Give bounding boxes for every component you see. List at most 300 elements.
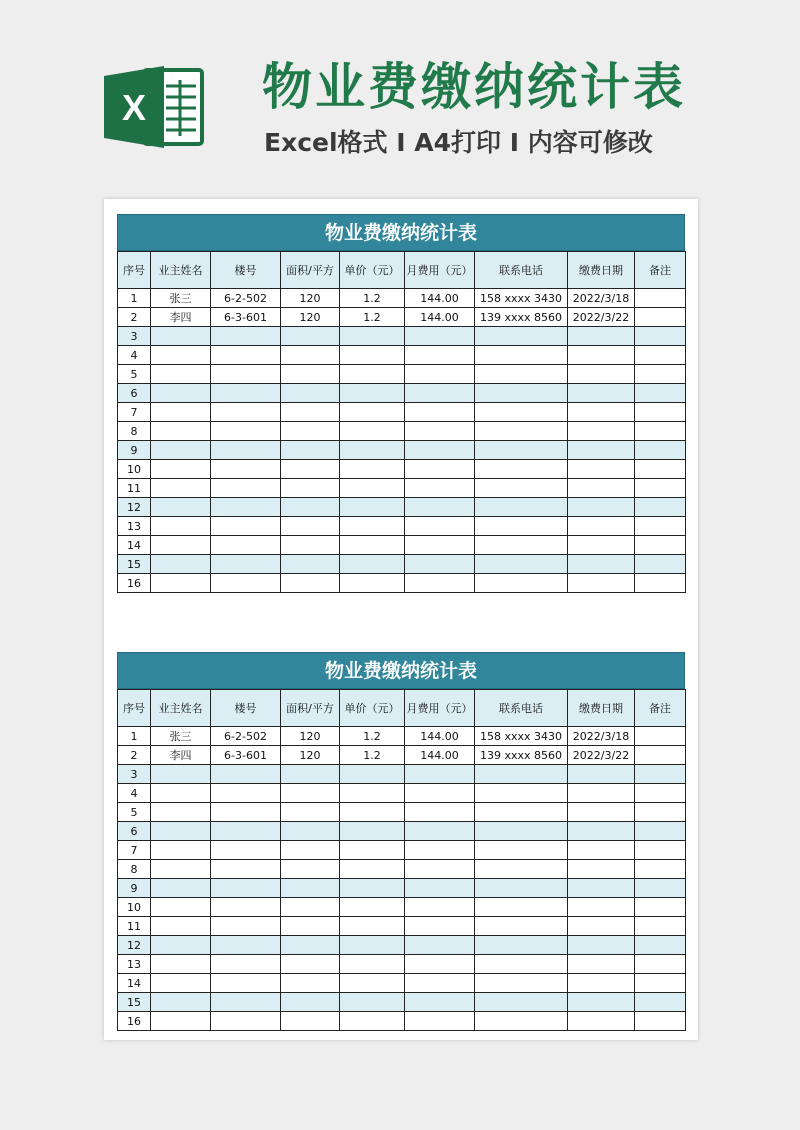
table-cell[interactable]: 1 <box>118 289 151 308</box>
table-cell[interactable] <box>405 517 475 536</box>
table-cell[interactable] <box>340 555 405 574</box>
table-cell[interactable] <box>151 517 211 536</box>
table-cell[interactable] <box>340 441 405 460</box>
table-cell[interactable] <box>405 974 475 993</box>
table-cell[interactable] <box>340 403 405 422</box>
table-cell[interactable] <box>151 898 211 917</box>
table-cell[interactable] <box>340 1012 405 1031</box>
table-cell[interactable] <box>475 784 568 803</box>
table-cell[interactable]: 4 <box>118 346 151 365</box>
table-cell[interactable] <box>151 403 211 422</box>
table-cell[interactable] <box>151 974 211 993</box>
table-cell[interactable]: 12 <box>118 498 151 517</box>
column-header: 单价（元） <box>340 252 405 289</box>
table-cell[interactable] <box>405 365 475 384</box>
table-cell[interactable] <box>635 860 686 879</box>
table-row <box>118 879 686 898</box>
table-cell[interactable] <box>211 1012 281 1031</box>
table-cell[interactable] <box>211 365 281 384</box>
table-cell[interactable] <box>568 574 635 593</box>
table-cell[interactable] <box>475 898 568 917</box>
table-cell[interactable] <box>635 765 686 784</box>
table-cell[interactable] <box>281 403 340 422</box>
table-cell[interactable] <box>211 479 281 498</box>
table-cell[interactable] <box>340 384 405 403</box>
table-cell[interactable] <box>405 860 475 879</box>
table-cell[interactable] <box>281 879 340 898</box>
table-cell[interactable] <box>568 955 635 974</box>
table-cell[interactable]: 158 xxxx 3430 <box>475 289 568 308</box>
table-cell[interactable] <box>211 974 281 993</box>
table-cell[interactable] <box>151 917 211 936</box>
table-cell[interactable] <box>635 536 686 555</box>
table-cell[interactable]: 144.00 <box>405 727 475 746</box>
table-cell[interactable] <box>151 993 211 1012</box>
table-cell[interactable] <box>211 955 281 974</box>
table-cell[interactable] <box>568 555 635 574</box>
table-cell[interactable]: 10 <box>118 460 151 479</box>
table-cell[interactable] <box>568 365 635 384</box>
table-cell[interactable]: 12 <box>118 936 151 955</box>
table-cell[interactable] <box>281 765 340 784</box>
table-cell[interactable]: 144.00 <box>405 746 475 765</box>
table-cell[interactable] <box>635 746 686 765</box>
table-cell[interactable] <box>211 403 281 422</box>
table-cell[interactable] <box>568 422 635 441</box>
table-cell[interactable] <box>340 346 405 365</box>
table-cell[interactable] <box>405 327 475 346</box>
table-cell[interactable] <box>340 803 405 822</box>
table-cell[interactable]: 1.2 <box>340 727 405 746</box>
table-cell[interactable]: 李四 <box>151 746 211 765</box>
table-cell[interactable] <box>151 479 211 498</box>
table-cell[interactable] <box>340 365 405 384</box>
table-cell[interactable] <box>635 327 686 346</box>
table-cell[interactable] <box>635 460 686 479</box>
table-cell[interactable] <box>568 898 635 917</box>
table-cell[interactable] <box>281 1012 340 1031</box>
table-cell[interactable] <box>151 955 211 974</box>
table-cell[interactable]: 16 <box>118 1012 151 1031</box>
table-cell[interactable] <box>568 460 635 479</box>
table-cell[interactable] <box>568 498 635 517</box>
table-cell[interactable] <box>405 803 475 822</box>
table-cell[interactable] <box>340 955 405 974</box>
table-cell[interactable] <box>340 841 405 860</box>
table-cell[interactable] <box>281 841 340 860</box>
table-cell[interactable] <box>211 879 281 898</box>
table-cell[interactable] <box>475 955 568 974</box>
table-cell[interactable] <box>405 917 475 936</box>
table-cell[interactable] <box>635 898 686 917</box>
table-cell[interactable] <box>340 879 405 898</box>
table-cell[interactable] <box>405 879 475 898</box>
table-cell[interactable] <box>475 403 568 422</box>
table-cell[interactable] <box>475 327 568 346</box>
table-cell[interactable] <box>635 936 686 955</box>
table-cell[interactable] <box>405 822 475 841</box>
table-cell[interactable] <box>405 346 475 365</box>
table-cell[interactable]: 120 <box>281 746 340 765</box>
table-cell[interactable]: 120 <box>281 289 340 308</box>
table-row <box>118 917 686 936</box>
table-cell[interactable] <box>405 555 475 574</box>
table-cell[interactable] <box>475 936 568 955</box>
table-cell[interactable] <box>405 441 475 460</box>
table-cell[interactable] <box>475 993 568 1012</box>
table-cell[interactable] <box>211 936 281 955</box>
table-cell[interactable]: 3 <box>118 765 151 784</box>
table-cell[interactable] <box>340 327 405 346</box>
table-cell[interactable] <box>405 460 475 479</box>
table-row <box>118 860 686 879</box>
table-cell[interactable] <box>151 441 211 460</box>
table-cell[interactable]: 9 <box>118 879 151 898</box>
table-cell[interactable]: 6 <box>118 384 151 403</box>
table-cell[interactable] <box>568 841 635 860</box>
table-cell[interactable] <box>211 460 281 479</box>
table-cell[interactable] <box>211 765 281 784</box>
table-cell[interactable] <box>340 822 405 841</box>
table-cell[interactable] <box>211 327 281 346</box>
table-cell[interactable] <box>475 479 568 498</box>
table-cell[interactable] <box>211 860 281 879</box>
table-cell[interactable] <box>151 841 211 860</box>
table-cell[interactable]: 15 <box>118 555 151 574</box>
column-header: 业主姓名 <box>151 252 211 289</box>
table-cell[interactable] <box>475 917 568 936</box>
table-cell[interactable]: 16 <box>118 574 151 593</box>
table-cell[interactable] <box>340 898 405 917</box>
table-cell[interactable] <box>475 574 568 593</box>
table-cell[interactable] <box>405 384 475 403</box>
table-cell[interactable] <box>211 346 281 365</box>
table-cell[interactable] <box>635 917 686 936</box>
table-row <box>118 727 686 746</box>
table-cell[interactable]: 13 <box>118 517 151 536</box>
table-cell[interactable]: 11 <box>118 479 151 498</box>
table-cell[interactable] <box>281 574 340 593</box>
table-cell[interactable] <box>281 974 340 993</box>
table-cell[interactable]: 1.2 <box>340 289 405 308</box>
table-cell[interactable] <box>151 822 211 841</box>
table-cell[interactable] <box>340 936 405 955</box>
table-cell[interactable] <box>475 974 568 993</box>
table-cell[interactable] <box>211 536 281 555</box>
table-cell[interactable] <box>151 860 211 879</box>
table-cell[interactable] <box>281 822 340 841</box>
table-cell[interactable]: 8 <box>118 860 151 879</box>
table-cell[interactable] <box>475 365 568 384</box>
table-cell[interactable]: 6-3-601 <box>211 746 281 765</box>
table-cell[interactable] <box>211 498 281 517</box>
table-cell[interactable] <box>568 346 635 365</box>
table-row <box>118 746 686 765</box>
table-cell[interactable] <box>340 460 405 479</box>
table-cell[interactable]: 1.2 <box>340 746 405 765</box>
table-cell[interactable] <box>475 841 568 860</box>
table-cell[interactable] <box>405 936 475 955</box>
table-cell[interactable]: 144.00 <box>405 308 475 327</box>
table-cell[interactable] <box>211 898 281 917</box>
table-cell[interactable] <box>211 517 281 536</box>
table-cell[interactable] <box>568 860 635 879</box>
table-cell[interactable] <box>635 422 686 441</box>
table-cell[interactable] <box>151 498 211 517</box>
table-cell[interactable] <box>281 955 340 974</box>
table-cell[interactable] <box>281 993 340 1012</box>
table-cell[interactable] <box>475 879 568 898</box>
table-cell[interactable] <box>475 1012 568 1031</box>
table-cell[interactable]: 9 <box>118 441 151 460</box>
table-cell[interactable] <box>405 898 475 917</box>
table-cell[interactable] <box>568 327 635 346</box>
table-row <box>118 822 686 841</box>
table-cell[interactable] <box>281 327 340 346</box>
table-cell[interactable]: 14 <box>118 974 151 993</box>
table-cell[interactable]: 2 <box>118 746 151 765</box>
table-cell[interactable] <box>635 498 686 517</box>
table-cell[interactable] <box>568 517 635 536</box>
table-cell[interactable]: 2 <box>118 308 151 327</box>
table-cell[interactable] <box>635 574 686 593</box>
table-cell[interactable]: 13 <box>118 955 151 974</box>
table-cell[interactable] <box>281 917 340 936</box>
table-cell[interactable] <box>281 384 340 403</box>
table-cell[interactable] <box>635 727 686 746</box>
table-cell[interactable] <box>568 765 635 784</box>
table-cell[interactable] <box>340 917 405 936</box>
table-cell[interactable] <box>340 993 405 1012</box>
table-cell[interactable] <box>151 422 211 441</box>
table-cell[interactable] <box>281 479 340 498</box>
table-cell[interactable] <box>211 384 281 403</box>
table-cell[interactable]: 张三 <box>151 727 211 746</box>
table-cell[interactable] <box>151 784 211 803</box>
column-header: 面积/平方 <box>281 252 340 289</box>
table-cell[interactable]: 6-2-502 <box>211 289 281 308</box>
table-cell[interactable] <box>568 441 635 460</box>
table-cell[interactable] <box>151 1012 211 1031</box>
table-cell[interactable]: 120 <box>281 727 340 746</box>
table-cell[interactable] <box>281 365 340 384</box>
table-cell[interactable] <box>281 498 340 517</box>
table-cell[interactable]: 2022/3/18 <box>568 289 635 308</box>
table-cell[interactable] <box>405 993 475 1012</box>
table-cell[interactable] <box>635 346 686 365</box>
table-cell[interactable]: 139 xxxx 8560 <box>475 746 568 765</box>
table-cell[interactable] <box>340 974 405 993</box>
table-cell[interactable] <box>340 784 405 803</box>
table-cell[interactable] <box>340 536 405 555</box>
table-cell[interactable] <box>475 555 568 574</box>
table-cell[interactable] <box>340 498 405 517</box>
table-cell[interactable]: 2022/3/18 <box>568 727 635 746</box>
table-cell[interactable]: 1 <box>118 727 151 746</box>
table-cell[interactable] <box>635 993 686 1012</box>
column-header: 备注 <box>635 252 686 289</box>
table-cell[interactable] <box>211 803 281 822</box>
table-cell[interactable] <box>635 974 686 993</box>
table-cell[interactable]: 5 <box>118 803 151 822</box>
table-cell[interactable] <box>281 346 340 365</box>
table-cell[interactable] <box>568 536 635 555</box>
table-cell[interactable] <box>151 765 211 784</box>
table-cell[interactable] <box>475 460 568 479</box>
table-cell[interactable]: 14 <box>118 536 151 555</box>
table-cell[interactable] <box>211 422 281 441</box>
table-cell[interactable] <box>281 936 340 955</box>
table-cell[interactable] <box>405 479 475 498</box>
table-cell[interactable] <box>211 993 281 1012</box>
table-cell[interactable] <box>635 479 686 498</box>
table-cell[interactable] <box>151 384 211 403</box>
table-cell[interactable] <box>568 384 635 403</box>
table-cell[interactable] <box>635 403 686 422</box>
table-cell[interactable] <box>635 308 686 327</box>
table-cell[interactable] <box>405 784 475 803</box>
table-cell[interactable]: 1.2 <box>340 308 405 327</box>
table-cell[interactable] <box>281 422 340 441</box>
table-cell[interactable] <box>635 955 686 974</box>
table-cell[interactable] <box>340 517 405 536</box>
table-cell[interactable] <box>151 555 211 574</box>
table-cell[interactable] <box>475 803 568 822</box>
table-cell[interactable]: 120 <box>281 308 340 327</box>
table-cell[interactable] <box>281 441 340 460</box>
table-cell[interactable] <box>475 346 568 365</box>
table-cell[interactable] <box>635 517 686 536</box>
table-cell[interactable] <box>568 879 635 898</box>
table-cell[interactable]: 2022/3/22 <box>568 746 635 765</box>
table-cell[interactable] <box>405 574 475 593</box>
table-cell[interactable]: 158 xxxx 3430 <box>475 727 568 746</box>
table-cell[interactable] <box>475 498 568 517</box>
table-cell[interactable] <box>281 860 340 879</box>
table-cell[interactable] <box>475 441 568 460</box>
table-cell[interactable] <box>340 765 405 784</box>
table-cell[interactable] <box>340 422 405 441</box>
table-cell[interactable]: 8 <box>118 422 151 441</box>
table-cell[interactable] <box>475 384 568 403</box>
table-cell[interactable] <box>475 422 568 441</box>
table-cell[interactable] <box>635 841 686 860</box>
table-cell[interactable] <box>281 898 340 917</box>
table-cell[interactable]: 李四 <box>151 308 211 327</box>
table-cell[interactable] <box>405 403 475 422</box>
table-cell[interactable] <box>635 879 686 898</box>
table-cell[interactable] <box>635 784 686 803</box>
table-cell[interactable] <box>635 365 686 384</box>
table-cell[interactable]: 144.00 <box>405 289 475 308</box>
table-cell[interactable] <box>568 479 635 498</box>
table-cell[interactable] <box>405 422 475 441</box>
table-cell[interactable] <box>211 555 281 574</box>
table-cell[interactable] <box>475 765 568 784</box>
table-cell[interactable]: 11 <box>118 917 151 936</box>
table-cell[interactable]: 张三 <box>151 289 211 308</box>
table-cell[interactable] <box>151 327 211 346</box>
table-cell[interactable] <box>281 536 340 555</box>
table-cell[interactable] <box>405 498 475 517</box>
table-cell[interactable] <box>281 803 340 822</box>
table-cell[interactable] <box>151 346 211 365</box>
table-cell[interactable]: 3 <box>118 327 151 346</box>
table-cell[interactable]: 10 <box>118 898 151 917</box>
table-cell[interactable] <box>568 784 635 803</box>
table-cell[interactable] <box>211 841 281 860</box>
table-cell[interactable]: 6-3-601 <box>211 308 281 327</box>
table-cell[interactable] <box>281 784 340 803</box>
table-cell[interactable] <box>568 974 635 993</box>
table-cell[interactable] <box>151 936 211 955</box>
table-cell[interactable] <box>151 574 211 593</box>
table-cell[interactable] <box>340 479 405 498</box>
table-cell[interactable] <box>568 936 635 955</box>
table-cell[interactable] <box>568 993 635 1012</box>
table-cell[interactable] <box>568 822 635 841</box>
table-cell[interactable]: 7 <box>118 841 151 860</box>
table-cell[interactable]: 15 <box>118 993 151 1012</box>
table-cell[interactable] <box>568 917 635 936</box>
table-cell[interactable] <box>151 879 211 898</box>
table-cell[interactable]: 6 <box>118 822 151 841</box>
table-cell[interactable] <box>635 384 686 403</box>
table-cell[interactable] <box>151 460 211 479</box>
table-cell[interactable] <box>211 784 281 803</box>
table-cell[interactable] <box>568 403 635 422</box>
table-cell[interactable] <box>211 574 281 593</box>
table-cell[interactable] <box>475 860 568 879</box>
table-cell[interactable]: 2022/3/22 <box>568 308 635 327</box>
table-cell[interactable] <box>340 860 405 879</box>
table-cell[interactable] <box>475 536 568 555</box>
table-cell[interactable] <box>475 517 568 536</box>
table-cell[interactable] <box>281 555 340 574</box>
table-cell[interactable] <box>281 460 340 479</box>
table-cell[interactable] <box>405 841 475 860</box>
table-cell[interactable] <box>405 1012 475 1031</box>
table-cell[interactable] <box>340 574 405 593</box>
table-cell[interactable]: 5 <box>118 365 151 384</box>
table-cell[interactable] <box>568 1012 635 1031</box>
table-cell[interactable] <box>568 803 635 822</box>
table-cell[interactable] <box>635 803 686 822</box>
table-cell[interactable]: 6-2-502 <box>211 727 281 746</box>
table-cell[interactable] <box>211 917 281 936</box>
table-cell[interactable] <box>211 822 281 841</box>
table-cell[interactable] <box>151 803 211 822</box>
table-cell[interactable] <box>635 289 686 308</box>
table-row <box>118 384 686 403</box>
table-cell[interactable]: 139 xxxx 8560 <box>475 308 568 327</box>
table-cell[interactable] <box>151 536 211 555</box>
table-cell[interactable] <box>151 365 211 384</box>
table-cell[interactable] <box>211 441 281 460</box>
table-cell[interactable] <box>635 1012 686 1031</box>
table-row <box>118 974 686 993</box>
table-cell[interactable] <box>405 955 475 974</box>
table-cell[interactable] <box>475 822 568 841</box>
table-cell[interactable]: 4 <box>118 784 151 803</box>
table-cell[interactable] <box>405 536 475 555</box>
table-cell[interactable] <box>635 822 686 841</box>
table-cell[interactable] <box>635 441 686 460</box>
table-cell[interactable] <box>405 765 475 784</box>
table-cell[interactable] <box>281 517 340 536</box>
table-cell[interactable]: 7 <box>118 403 151 422</box>
table-cell[interactable] <box>635 555 686 574</box>
